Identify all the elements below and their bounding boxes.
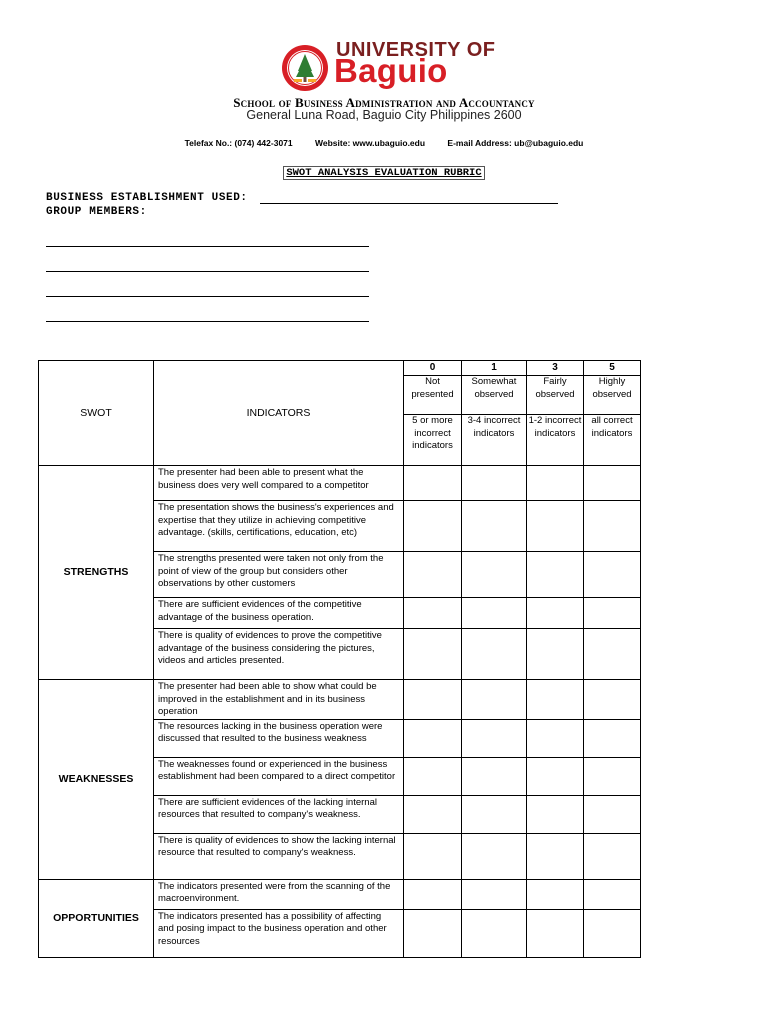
rating-cell[interactable]	[462, 598, 527, 629]
rating-cell[interactable]	[527, 680, 584, 720]
rating-cell[interactable]	[527, 466, 584, 501]
rating-cell[interactable]	[404, 833, 462, 879]
rating-cell[interactable]	[462, 466, 527, 501]
business-label: BUSINESS ESTABLISHMENT USED:	[46, 192, 248, 204]
score-5-label: Highly observed	[584, 376, 641, 415]
section-weaknesses: WEAKNESSES	[39, 680, 154, 880]
school-name: School of Business Administration and Accountancy	[233, 95, 535, 110]
rating-cell[interactable]	[462, 552, 527, 598]
section-opportunities: OPPORTUNITIES	[39, 879, 154, 957]
indicator: There are sufficient evidences of the competitive advantage of the business operation.	[154, 598, 404, 629]
rating-cell[interactable]	[404, 909, 462, 957]
rating-cell[interactable]	[584, 757, 641, 795]
rating-cell[interactable]	[404, 757, 462, 795]
score-3-criteria: 1-2 incorrect indicators	[527, 415, 584, 466]
rating-cell[interactable]	[584, 598, 641, 629]
indicators-header: INDICATORS	[154, 361, 404, 466]
member-line-2[interactable]	[46, 271, 369, 272]
logo-university-of: UNIVERSITY OF	[336, 39, 496, 61]
score-1-label: Somewhat observed	[462, 376, 527, 415]
rating-cell[interactable]	[404, 629, 462, 680]
indicator: The strengths presented were taken not only from the point of view of the group but considers other observations by other customers	[154, 552, 404, 598]
rating-cell[interactable]	[462, 501, 527, 552]
rating-cell[interactable]	[527, 552, 584, 598]
indicator: There is quality of evidences to show the lacking internal resource that resulted to company's weakness.	[154, 833, 404, 879]
swot-header: SWOT	[39, 361, 154, 466]
rating-cell[interactable]	[404, 598, 462, 629]
university-seal-icon	[281, 44, 329, 92]
rating-cell[interactable]	[584, 680, 641, 720]
rating-cell[interactable]	[584, 552, 641, 598]
rating-cell[interactable]	[527, 629, 584, 680]
score-5: 5	[584, 361, 641, 376]
telefax: Telefax No.: (074) 442-3071	[184, 138, 293, 148]
rating-cell[interactable]	[584, 719, 641, 757]
indicator: The presentation shows the business's experiences and expertise that they utilize in achieving competitive advantage. (skills, certifications, education, etc)	[154, 501, 404, 552]
rating-cell[interactable]	[462, 719, 527, 757]
rating-cell[interactable]	[462, 795, 527, 833]
score-1: 1	[462, 361, 527, 376]
website: Website: www.ubaguio.edu	[315, 138, 426, 148]
business-field-line[interactable]	[260, 203, 558, 204]
rating-cell[interactable]	[527, 833, 584, 879]
rating-cell[interactable]	[527, 719, 584, 757]
indicator: The indicators presented were from the scanning of the macroenvironment.	[154, 879, 404, 909]
rating-cell[interactable]	[462, 757, 527, 795]
rating-cell[interactable]	[527, 909, 584, 957]
member-line-3[interactable]	[46, 296, 369, 297]
rating-cell[interactable]	[584, 795, 641, 833]
score-0: 0	[404, 361, 462, 376]
rating-cell[interactable]	[404, 552, 462, 598]
school-address: General Luna Road, Baguio City Philippines 2600	[246, 108, 522, 122]
indicator: The resources lacking in the business operation were discussed that resulted to the business weakness	[154, 719, 404, 757]
score-1-criteria: 3-4 incorrect indicators	[462, 415, 527, 466]
rating-cell[interactable]	[527, 757, 584, 795]
rating-cell[interactable]	[404, 719, 462, 757]
indicator: The indicators presented has a possibility of affecting and posing impact to the business operation and other resources	[154, 909, 404, 957]
rating-cell[interactable]	[404, 680, 462, 720]
rating-cell[interactable]	[584, 879, 641, 909]
score-3-label: Fairly observed	[527, 376, 584, 415]
rating-cell[interactable]	[584, 501, 641, 552]
contact-line	[0, 138, 768, 148]
rating-cell[interactable]	[404, 795, 462, 833]
group-members-label: GROUP MEMBERS:	[46, 206, 147, 218]
rating-cell[interactable]	[527, 879, 584, 909]
rating-cell[interactable]	[462, 909, 527, 957]
rubric-table	[38, 360, 641, 958]
indicator: There is quality of evidences to prove the competitive advantage of the business considering the pictures, videos and articles presented.	[154, 629, 404, 680]
logo-baguio: Baguio	[334, 52, 448, 89]
rating-cell[interactable]	[404, 466, 462, 501]
indicator: There are sufficient evidences of the lacking internal resources that resulted to company's weakness.	[154, 795, 404, 833]
member-line-4[interactable]	[46, 321, 369, 322]
rating-cell[interactable]	[462, 833, 527, 879]
rating-cell[interactable]	[527, 501, 584, 552]
rating-cell[interactable]	[527, 598, 584, 629]
indicator: The presenter had been able to show what could be improved in the establishment and in its business operation	[154, 680, 404, 720]
rating-cell[interactable]	[527, 795, 584, 833]
score-5-criteria: all correct indicators	[584, 415, 641, 466]
rating-cell[interactable]	[404, 879, 462, 909]
member-line-1[interactable]	[46, 246, 369, 247]
rating-cell[interactable]	[584, 833, 641, 879]
rating-cell[interactable]	[584, 466, 641, 501]
rating-cell[interactable]	[462, 629, 527, 680]
rating-cell[interactable]	[404, 501, 462, 552]
rating-cell[interactable]	[462, 879, 527, 909]
score-0-criteria: 5 or more incorrect indicators	[404, 415, 462, 466]
score-3: 3	[527, 361, 584, 376]
rubric-title: SWOT ANALYSIS EVALUATION RUBRIC	[0, 162, 768, 180]
indicator: The presenter had been able to present what the business does very well compared to a competitor	[154, 466, 404, 501]
rating-cell[interactable]	[584, 909, 641, 957]
rating-cell[interactable]	[462, 680, 527, 720]
email: E-mail Address: ub@ubaguio.edu	[447, 138, 584, 148]
rating-cell[interactable]	[584, 629, 641, 680]
indicator: The weaknesses found or experienced in the business establishment had been compared to a direct competitor	[154, 757, 404, 795]
section-strengths: STRENGTHS	[39, 466, 154, 680]
score-0-label: Not presented	[404, 376, 462, 415]
